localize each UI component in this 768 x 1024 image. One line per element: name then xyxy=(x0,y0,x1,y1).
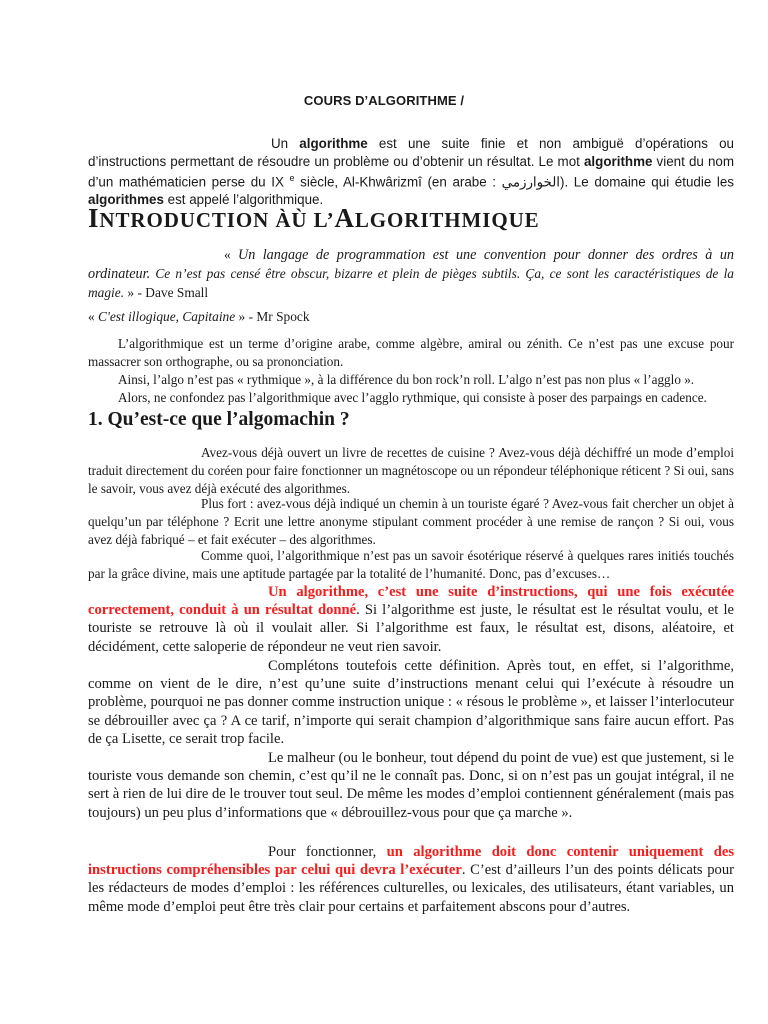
document-title: COURS D’ALGORITHME / xyxy=(303,93,465,108)
chapter-heading: INTRODUCTION ÀÙ L’ALGORITHMIQUE xyxy=(88,203,540,233)
quote-dave-small: « Un langage de programmation est une convention pour donner des ordres à un ordinateur. Ce n’est pas censé être obscur, bizarre et plein de pièges subtils. Ça, ce sont les caractéristiques de la magie. » - Dave Small xyxy=(88,247,735,300)
paragraph-instructions: Pour fonctionner, un algorithme doit donc contenir uniquement des instructions compréhensibles par celui qui devra l’exécuter. C’est d’ailleurs l’un des points délicats pour les rédacteurs de modes d’emploi : les références culturelles, ou lexicales, des utilisateurs, étant variables, un même mode d’emploi peut être très clair pour certains et parfaitement abscons pour d’autres. xyxy=(88,844,734,915)
term-algorithme: algorithme xyxy=(299,136,368,151)
paragraph: Complétons toutefois cette définition. Après tout, en effet, si l’algorithme, comme on vient de le dire, n’est qu’une suite d’instructions menant celui qui l’exécute à résoudre un problème, pourquoi ne pas donner comme instruction unique : « résous le problème », et laisser l’interlocuteur se débrouiller avec ça ? A ce tarif, n’importe qui serait champion d’algorithmique sans faire aucun effort. Pas de ça Lisette, ce serait trop facile. xyxy=(88,658,734,747)
paragraph: Le malheur (ou le bonheur, tout dépend du point de vue) est que justement, si le touriste vous demande son chemin, c’est qu’il ne le connaît pas. Donc, si on n’est pas un goujat intégral, il ne sert à rien de lui dire de le trouver tout seul. De même les modes d’emploi contiennent généralement (mais pas toujours) un peu plus d’informations que « débrouillez-vous pour que ça marche ». xyxy=(88,750,734,821)
paragraph: Avez-vous déjà ouvert un livre de recettes de cuisine ? Avez-vous déjà déchiffré un mode d’emploi traduit directement du coréen pour faire fonctionner un magnétoscope ou un répondeur téléphonique réticent ? Si oui, sans le savoir, vous avez déjà exécuté des algorithmes. xyxy=(88,445,734,496)
paragraph: Comme quoi, l’algorithmique n’est pas un savoir ésotérique réservé à quelques rares initiés touchés par la grâce divine, mais une aptitude partagée par la totalité de l’humanité. Donc, pas d’excuses… xyxy=(88,548,734,581)
term-algorithme: algorithme xyxy=(583,153,653,169)
paragraph: Ainsi, l’algo n’est pas « rythmique », à la différence du bon rock’n roll. L’algo n’est pas non plus « l’agglo ». xyxy=(118,372,695,387)
intro-paragraph: Un algorithme est une suite finie et non ambiguë d’opérations ou d’instructions permettant de résoudre un problème ou d’obtenir un résultat. Le mot algorithme vient du nom d’un mathématicien perse du IX $^e$ siècle, Al-Khwârizmî (en arabe : الخوارزمي). Le domaine qui étudie les algorithmes est appelé l’algorithmique. xyxy=(88,136,735,208)
paragraph: Plus fort : avez-vous déjà indiqué un chemin à un touriste égaré ? Avez-vous fait chercher un objet à quelqu’un par téléphone ? Ecrit une lettre anonyme stipulant comment procéder à une remise de rançon ? Si oui, vous avez déjà fabriqué – et fait exécuter – des algorithmes. xyxy=(88,496,734,547)
quote-mr-spock: « C'est illogique, Capitaine » - Mr Spock xyxy=(88,309,310,324)
term-algorithmes: algorithmes xyxy=(88,192,164,208)
paragraph-definition: Un algorithme, c’est une suite d’instructions, qui une fois exécutée correctement, conduit à un résultat donné. Si l’algorithme est juste, le résultat est le résultat voulu, et le touriste se retrouve là où il voulait aller. Si l’algorithme est faux, le résultat est, disons, aléatoire, et décidément, cette saloperie de répondeur ne veut rien savoir. xyxy=(88,584,734,655)
highlighted-rule: un algorithme doit donc contenir uniquement des instructions compréhensibles par celui qui devra l’exécuter xyxy=(88,844,734,879)
highlighted-definition: Un algorithme, c’est une suite d’instructions, qui une fois exécutée correctement, conduit à un résultat donné xyxy=(88,584,734,619)
paragraph: Alors, ne confondez pas l’algorithmique avec l’agglo rythmique, qui consiste à poser des parpaings en cadence. xyxy=(118,390,707,405)
paragraph: L’algorithmique est un terme d’origine arabe, comme algèbre, amiral ou zénith. Ce n’est pas une excuse pour massacrer son orthographe, ou sa prononciation. xyxy=(88,336,734,369)
section-heading: 1. Qu’est-ce que l’algomachin ? xyxy=(88,409,350,430)
